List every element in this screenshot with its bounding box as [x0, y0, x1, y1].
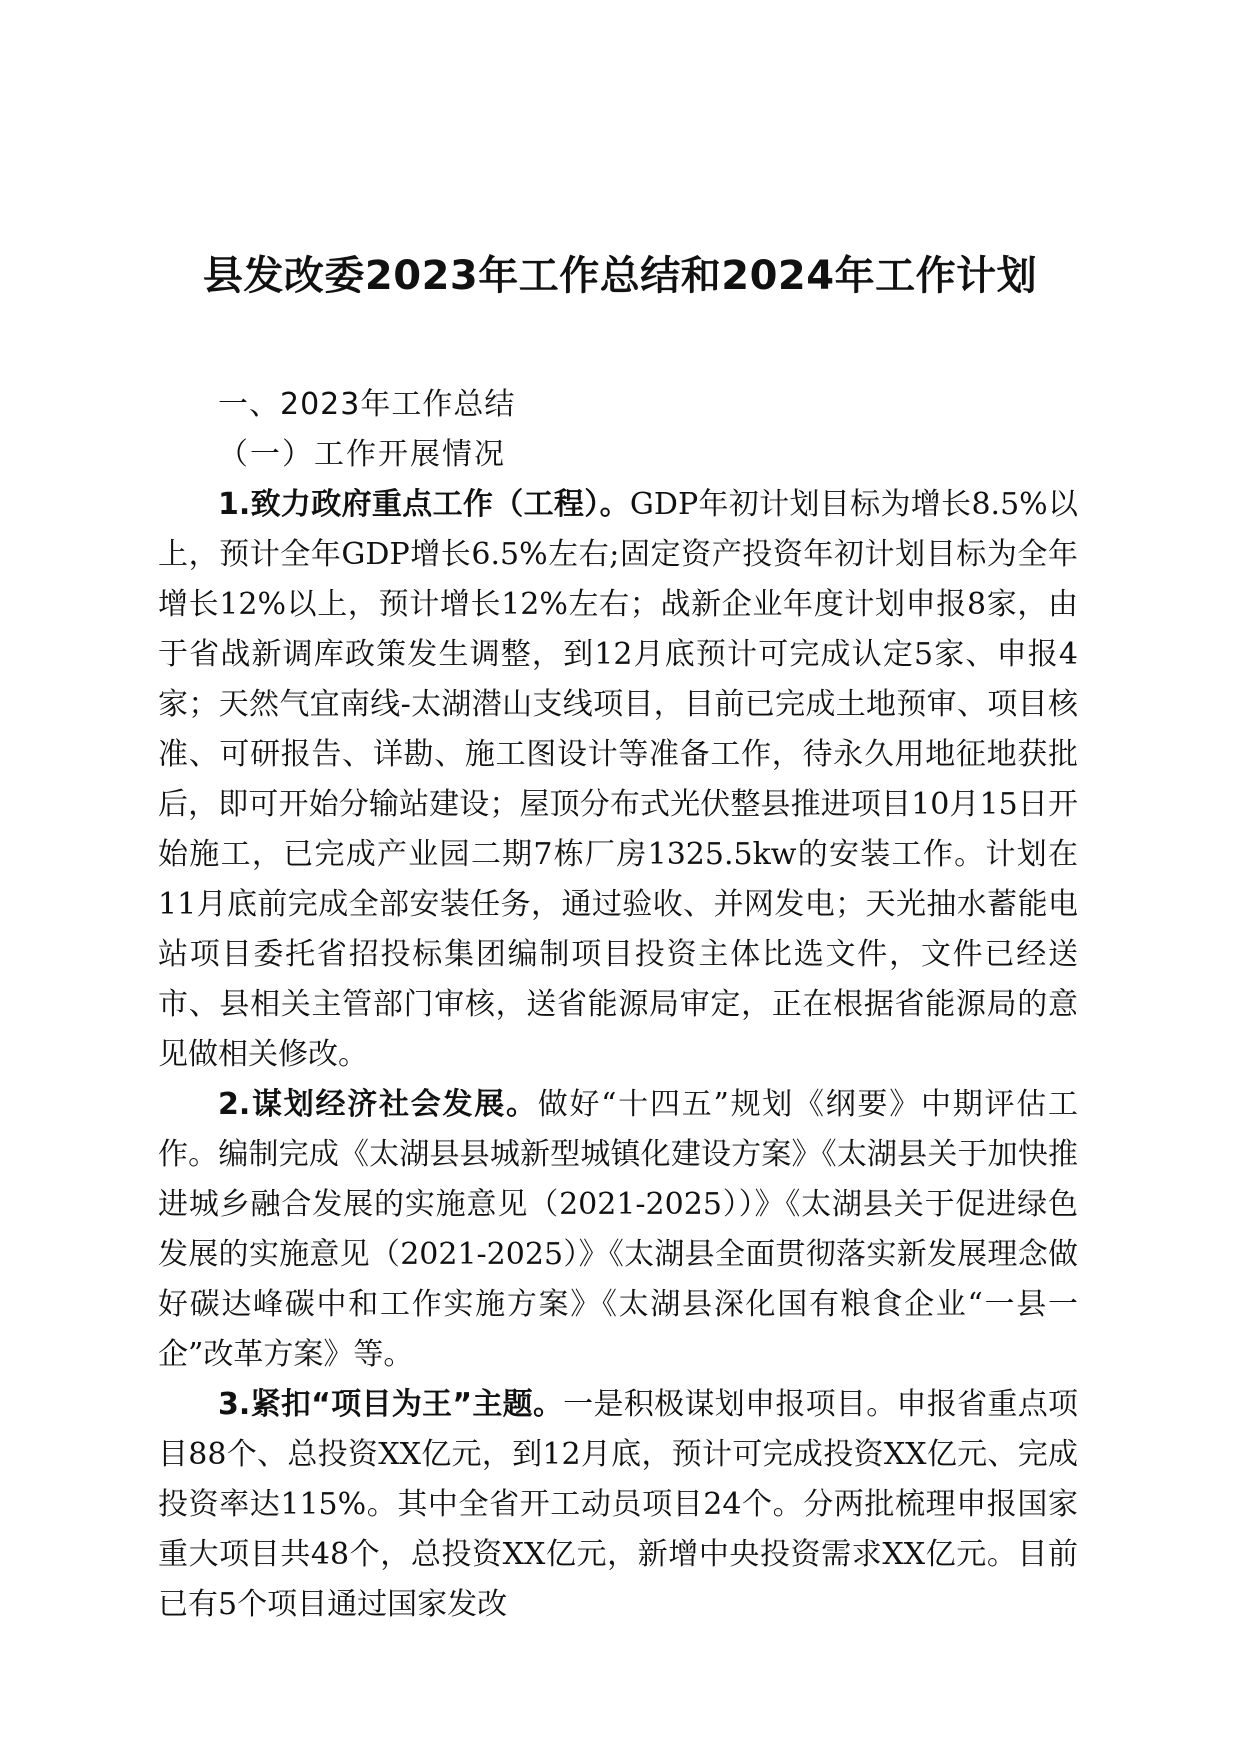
paragraph-1 [158, 480, 1078, 1080]
section-heading: 一、2023年工作总结 [218, 387, 516, 422]
paragraph-body: GDP年初计划目标为增长8.5%以上，预计全年GDP增长6.5%左右;固定资产投资年初计划目标为全年增长12%以上，预计增长12%左右；战新企业年度计划申报8家，由于省战新调库政策发生调整，到12月底预计可完成认定5家、申报4家；天然气宜南线-太湖潜山支线项目，目前已完成土地预审、项目核准、可研报告、详勘、施工图设计等准备工作，待永久用地征地获批后，即可开始分输站建设；屋顶分布式光伏整县推进项目10月15日开始施工，已完成产业园二期7栋厂房1325.5kw的安装工作。计划在11月底前完成全部安装任务，通过验收、并网发电；天光抽水蓄能电站项目委托省招投标集团编制项目投资主体比选文件，文件已经送市、县相关主管部门审核，送省能源局审定，正在根据省能源局的意见做相关修改。 [158, 487, 1078, 1072]
paragraph-body: 一是积极谋划申报项目。申报省重点项目88个、总投资XX亿元，到12月底，预计可完成投资XX亿元、完成投资率达115%。其中全省开工动员项目24个。分两批梳理申报国家重大项目共48个，总投资XX亿元，新增中央投资需求XX亿元。目前已有5个项目通过国家发改 [158, 1387, 1078, 1622]
paragraph-3 [158, 1380, 1078, 1630]
document-body [158, 380, 1078, 1630]
subsection-heading: （一）工作开展情况 [218, 437, 506, 472]
paragraph-lead: 2.谋划经济社会发展。 [218, 1087, 538, 1122]
document-title: 县发改委2023年工作总结和2024年工作计划 [202, 253, 1038, 299]
paragraph-2 [158, 1080, 1078, 1380]
paragraph-body: 做好“十四五”规划《纲要》中期评估工作。编制完成《太湖县县城新型城镇化建设方案》《太湖县关于加快推进城乡融合发展的实施意见（2021-2025））》《太湖县关于促进绿色发展的实施意见（2021-2025）》《太湖县全面贯彻落实新发展理念做好碳达峰碳中和工作实施方案》《太湖县深化国有粮食企业“一县一企”改革方案》等。 [158, 1087, 1078, 1372]
paragraph-lead: 1.致力政府重点工作（工程）。 [218, 487, 630, 522]
paragraph-lead: 3.紧扣“项目为王”主题。 [218, 1387, 564, 1422]
